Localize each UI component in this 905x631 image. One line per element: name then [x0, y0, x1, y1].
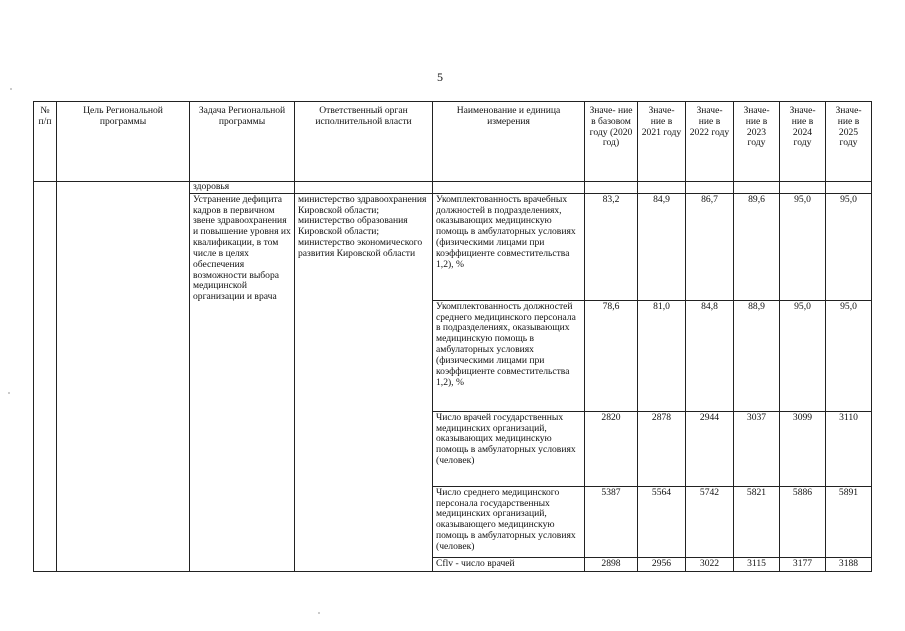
cell-value: 2878 — [638, 411, 686, 486]
cell-value: 89,6 — [734, 193, 780, 300]
header-organ: Ответственный орган исполнительной власти — [295, 102, 433, 182]
cell-value: 84,8 — [686, 300, 734, 411]
cell-indicator: Число среднего медицинского персонала государственных медицинских организаций, оказывающего медицинскую помощь в амбулаторных условиях (человек) — [433, 486, 585, 557]
cell-value: 83,2 — [585, 193, 638, 300]
cell-value: 2820 — [585, 411, 638, 486]
scan-speck — [10, 88, 12, 90]
header-2025: Значе- ние в 2025 году — [826, 102, 872, 182]
cell-value: 3115 — [734, 557, 780, 571]
cell-value: 3022 — [686, 557, 734, 571]
cell-organ-continuation — [295, 182, 433, 194]
header-2021: Значе- ние в 2021 году — [638, 102, 686, 182]
cell-goal — [57, 182, 190, 572]
header-2023: Значе- ние в 2023 году — [734, 102, 780, 182]
table-row — [34, 182, 872, 194]
cell-value: 3188 — [826, 557, 872, 571]
header-indicator: Наименование и единица измерения — [433, 102, 585, 182]
cell-value: 95,0 — [826, 193, 872, 300]
cell-value: 2956 — [638, 557, 686, 571]
header-base-year: Значе- ние в базовом году (2020 год) — [585, 102, 638, 182]
cell-value: 5886 — [780, 486, 826, 557]
cell-value: 2898 — [585, 557, 638, 571]
cell-value: 95,0 — [826, 300, 872, 411]
cell-task: Устранение дефицита кадров в первичном звене здравоохранения и повышение уровня их квалификации, в том числе в целях обеспечения возможности выбора медицинской организации и врача — [190, 193, 295, 571]
cell-value: 3037 — [734, 411, 780, 486]
cell-value: 88,9 — [734, 300, 780, 411]
cell-task-continuation: здоровья — [190, 182, 295, 194]
scan-speck — [318, 612, 320, 614]
cell-indicator: Укомплектованность врачебных должностей в подразделениях, оказывающих медицинскую помощь в амбулаторных условиях (физическими лицами при коэффициенте совместительства 1,2), % — [433, 193, 585, 300]
cell-value: 5387 — [585, 486, 638, 557]
page-number: 5 — [437, 70, 443, 84]
cell-value: 95,0 — [780, 193, 826, 300]
cell-value: 81,0 — [638, 300, 686, 411]
header-goal: Цель Региональной программы — [57, 102, 190, 182]
cell-value: 3099 — [780, 411, 826, 486]
cell-value: 5742 — [686, 486, 734, 557]
cell-indicator-continuation — [433, 182, 585, 194]
cell-value: 3110 — [826, 411, 872, 486]
cell-organ: министерство здравоохранения Кировской области; министерство образования Кировской области; министерство экономического развития Кировской области — [295, 193, 433, 571]
table-header-row — [34, 102, 872, 182]
header-2024: Значе- ние в 2024 году — [780, 102, 826, 182]
cell-indicator: Число врачей государственных медицинских организаций, оказывающих медицинскую помощь в амбулаторных условиях (человек) — [433, 411, 585, 486]
cell-value: 5821 — [734, 486, 780, 557]
cell-value: 5564 — [638, 486, 686, 557]
cell-no — [34, 182, 57, 572]
cell-value: 86,7 — [686, 193, 734, 300]
scan-speck — [8, 392, 10, 394]
cell-value: 5891 — [826, 486, 872, 557]
cell-value: 3177 — [780, 557, 826, 571]
cell-indicator: Cflv - число врачей — [433, 557, 585, 571]
cell-value: 84,9 — [638, 193, 686, 300]
header-2022: Значе- ние в 2022 году — [686, 102, 734, 182]
header-task: Задача Региональной программы — [190, 102, 295, 182]
cell-value: 2944 — [686, 411, 734, 486]
cell-indicator: Укомплектованность должностей среднего медицинского персонала в подразделениях, оказывающих медицинскую помощь в амбулаторных условиях (физическими лицами при коэффициенте совместительства 1,2), % — [433, 300, 585, 411]
cell-value: 78,6 — [585, 300, 638, 411]
header-no: № п/п — [34, 102, 57, 182]
cell-value: 95,0 — [780, 300, 826, 411]
indicators-table — [33, 101, 872, 572]
